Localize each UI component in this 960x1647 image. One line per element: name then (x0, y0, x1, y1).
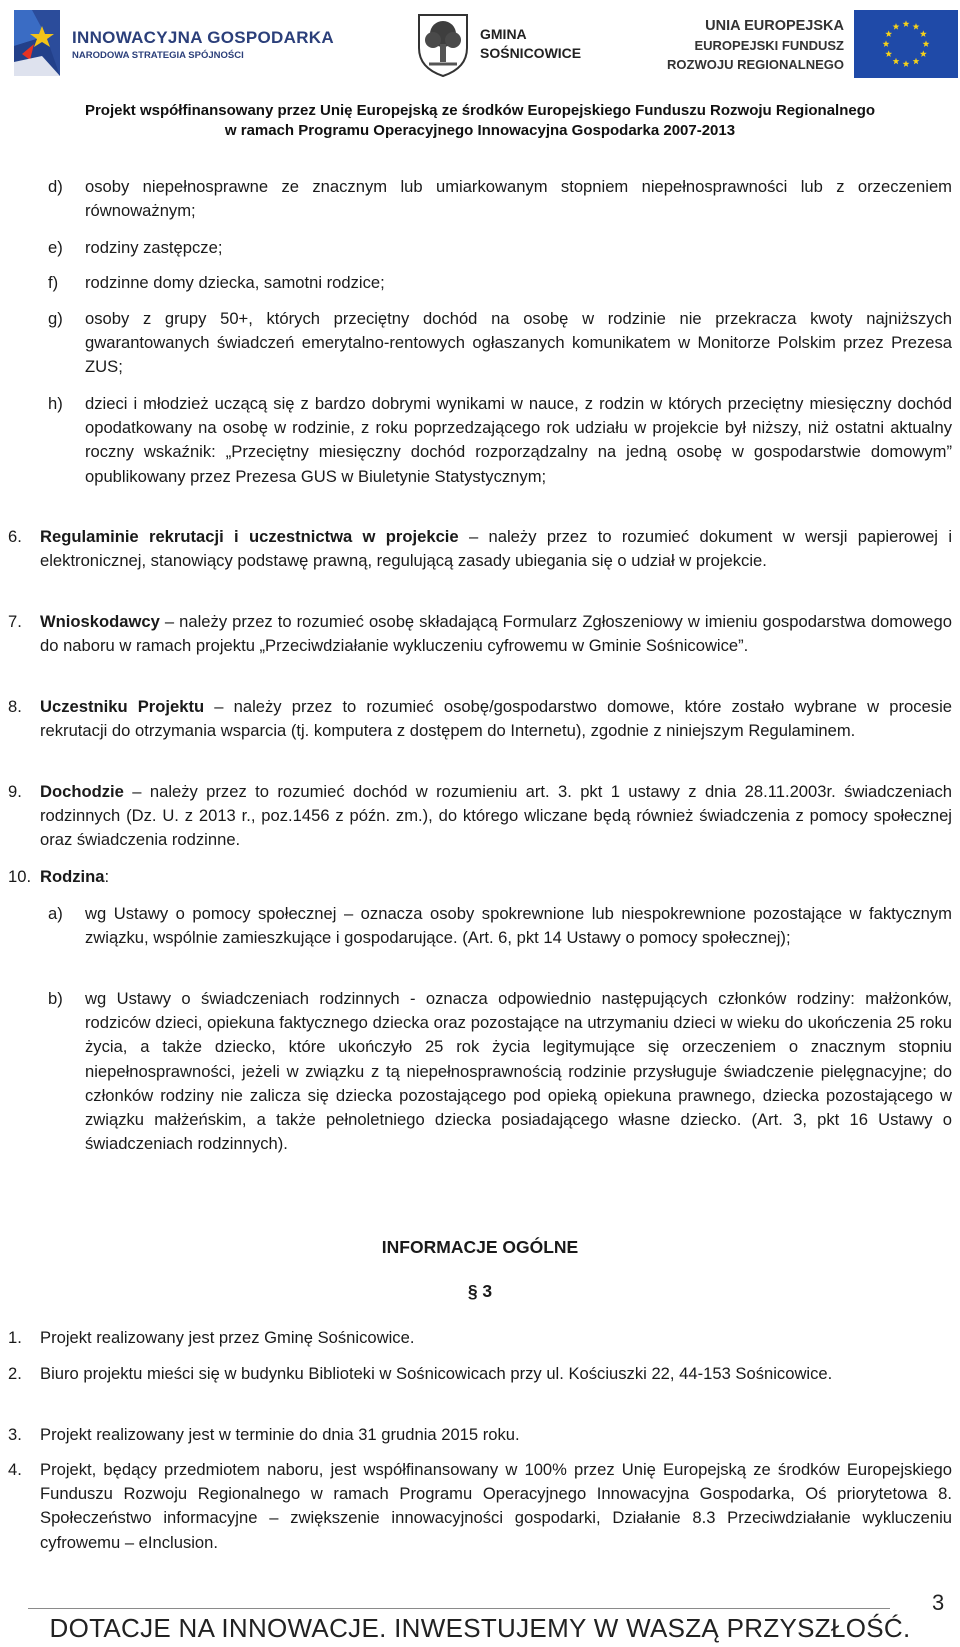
definition-item-10 (8, 865, 952, 889)
general-item-3 (8, 1423, 952, 1447)
definition-item-9 (8, 780, 952, 853)
list-label: h) (48, 394, 63, 413)
list-label: 4. (8, 1460, 22, 1479)
definition-text: – należy przez to rozumieć dochód w rozumieniu art. 3. pkt 1 ustawy z dnia 28.11.2003r. świadczeniach rodzinnych (Dz. U. z 2013 r., poz.1456 z późn. zm.), do którego wliczane będą również świadczenia z pomocy społecznej oraz świadczenia rodzinne. (40, 782, 952, 850)
list-label: 10. (8, 867, 32, 886)
list-label: f) (48, 273, 59, 292)
logo-left-subtitle: NARODOWA STRATEGIA SPÓJNOŚCI (72, 50, 244, 61)
definition-term: Rodzina (40, 867, 105, 886)
logo-center-line1: GMINA (480, 26, 527, 42)
general-item-4 (8, 1458, 952, 1555)
definition-term: Wnioskodawcy (40, 612, 160, 631)
list-label: b) (48, 989, 63, 1008)
footer-divider (28, 1608, 890, 1609)
definition-text: – należy przez to rozumieć dokument w wersji papierowej i elektronicznej, stanowiący podstawę prawną, regulującą zasady ubiegania się o udział w projekcie. (40, 527, 953, 571)
list-text: rodziny zastępcze; (85, 238, 223, 257)
definition-text: – należy przez to rozumieć osobę/gospodarstwo domowe, które zostało wybrane w procesie rekrutacji do otrzymania wsparcia (tj. komputera z dostępem do Internetu), zgodnie z niniejszym Regulaminem. (40, 697, 953, 741)
section-heading: INFORMACJE OGÓLNE (381, 1237, 579, 1257)
definition-item-7 (8, 610, 952, 658)
general-item-2 (8, 1362, 952, 1386)
paragraph-number: § 3 (467, 1281, 493, 1301)
list-label: 1. (8, 1328, 22, 1347)
page-header (0, 0, 960, 145)
list-text: wg Ustawy o świadczeniach rodzinnych - oznacza odpowiednio następujących członków rodziny: małżonków, rodziców dzieci, opiekuna faktycznego dziecka oraz pozostające na utrzymaniu dzieci w wieku do ukończenia 25 roku życia, a także dziecko, które ukończyło 25 rok życia legitymujące się orzeczeniem o znacznym stopniu niepełnosprawności, jeżeli w związku z tą niepełnosprawnością rodzinie przysługuje świadczenie pielęgnacyjne; do członków rodziny nie zalicza się dziecka pozostającego pod opieką opiekuna prawnego, dziecka pozostającego w związku małżeńskim, a także pełnoletniego dziecka posiadającego własne dziecko. (Art. 3, pkt 16 Ustawy o świadczeniach rodzinnych). (85, 989, 952, 1154)
list-text: Projekt realizowany jest w terminie do dnia 31 grudnia 2015 roku. (40, 1425, 520, 1444)
gmina-coat-of-arms-icon (415, 12, 471, 78)
definition-term: Uczestniku Projektu (40, 697, 205, 716)
definition-term: Regulaminie rekrutacji i uczestnictwa w projekcie (40, 527, 459, 546)
definition-text: : (104, 867, 110, 886)
list-label: g) (48, 309, 63, 328)
list-item-f (48, 271, 952, 295)
logo-right-line1: UNIA EUROPEJSKA (705, 18, 844, 34)
unia-europejska-logo (660, 10, 958, 80)
list-label: d) (48, 177, 63, 196)
list-label: 8. (8, 697, 22, 716)
list-label: 7. (8, 612, 22, 631)
family-item-a (48, 902, 952, 950)
project-cofinancing-line2: w ramach Programu Operacyjnego Innowacyjna Gospodarka 2007-2013 (224, 122, 736, 139)
list-label: 2. (8, 1364, 22, 1383)
list-label: e) (48, 238, 63, 257)
list-text: wg Ustawy o pomocy społecznej – oznacza osoby spokrewnione lub niespokrewnione pozostające w faktycznym związku, wspólnie zamieszkujące i gospodarujące. (Art. 6, pkt 14 Ustawy o pomocy społecznej); (85, 904, 952, 948)
list-label: 3. (8, 1425, 22, 1444)
list-label: a) (48, 904, 63, 923)
innowacyjna-gospodarka-emblem-icon (12, 6, 64, 80)
list-item-h (48, 392, 952, 489)
list-text: Projekt realizowany jest przez Gminę Sośnicowice. (40, 1328, 415, 1347)
definition-term: Dochodzie (40, 782, 124, 801)
list-text: Projekt, będący przedmiotem naboru, jest współfinansowany w 100% przez Unię Europejską ze środków Europejskiego Funduszu Rozwoju Regionalnego w ramach Programu Operacyjnego Innowacyjna Gospodarka, Oś priorytetowa 8. Społeczeństwo informacyjne – zwiększenie innowacyjności gospodarki, Działanie 8.3 Przeciwdziałanie wykluczeniu cyfrowemu – eInclusion. (40, 1460, 952, 1552)
definition-item-8 (8, 695, 952, 743)
gmina-sosnicowice-logo (415, 12, 605, 82)
list-text: osoby z grupy 50+, których przeciętny dochód na osobę w rodzinie nie przekracza kwoty najniższych gwarantowanych świadczeń emerytalno-rentowych ogłaszanych komunikatem w Monitorze Polskim przez Prezesa ZUS; (85, 309, 952, 377)
list-text: rodzinne domy dziecka, samotni rodzice; (85, 273, 385, 292)
logo-right-line3: ROZWOJU REGIONALNEGO (667, 57, 844, 72)
logo-left-title: INNOWACYJNA GOSPODARKA (72, 28, 334, 47)
eu-flag-icon (854, 10, 958, 78)
list-text: Biuro projektu mieści się w budynku Biblioteki w Sośnicowicach przy ul. Kościuszki 22, 44-153 Sośnicowice. (40, 1364, 833, 1383)
project-cofinancing-line1: Projekt współfinansowany przez Unię Europejską ze środków Europejskiego Funduszu Rozwoju Regionalnego (84, 102, 876, 119)
list-text: dzieci i młodzież uczącą się z bardzo dobrymi wynikami w nauce, z rodzin w których przeciętny miesięczny dochód opodatkowany na osobę w rodzinie, z roku poprzedzającego rok udziału w projekcie był niższy, niż ostatni aktualny roczny wskaźnik: „Przeciętny miesięczny dochód rozporządzalny na jedną osobę w gospodarstwie domowym” opublikowany przez Prezesa GUS w Biuletynie Statystycznym; (85, 394, 952, 486)
logo-center-line2: SOŚNICOWICE (480, 45, 582, 61)
list-text: osoby niepełnosprawne ze znacznym lub umiarkowanym stopniem niepełnosprawności lub z orzeczeniem równoważnym; (85, 177, 952, 221)
footer-slogan: DOTACJE NA INNOWACJE. INWESTUJEMY W WASZĄ PRZYSZŁOŚĆ. (49, 1613, 911, 1643)
list-item-g (48, 307, 952, 380)
family-item-b (48, 987, 952, 1156)
innowacyjna-gospodarka-logo (10, 6, 334, 80)
general-item-1 (8, 1326, 952, 1350)
page-number: 3 (932, 1590, 945, 1615)
definition-text: – należy przez to rozumieć osobę składającą Formularz Zgłoszeniowy w imieniu gospodarstwa domowego do naboru w ramach projektu „Przeciwdziałanie wykluczeniu cyfrowemu w Gminie Sośnicowice”. (40, 612, 952, 656)
list-label: 6. (8, 527, 22, 546)
logo-right-line2: EUROPEJSKI FUNDUSZ (694, 38, 844, 53)
definition-item-6 (8, 525, 952, 573)
list-label: 9. (8, 782, 22, 801)
list-item-d (48, 175, 952, 223)
list-item-e (48, 236, 952, 260)
